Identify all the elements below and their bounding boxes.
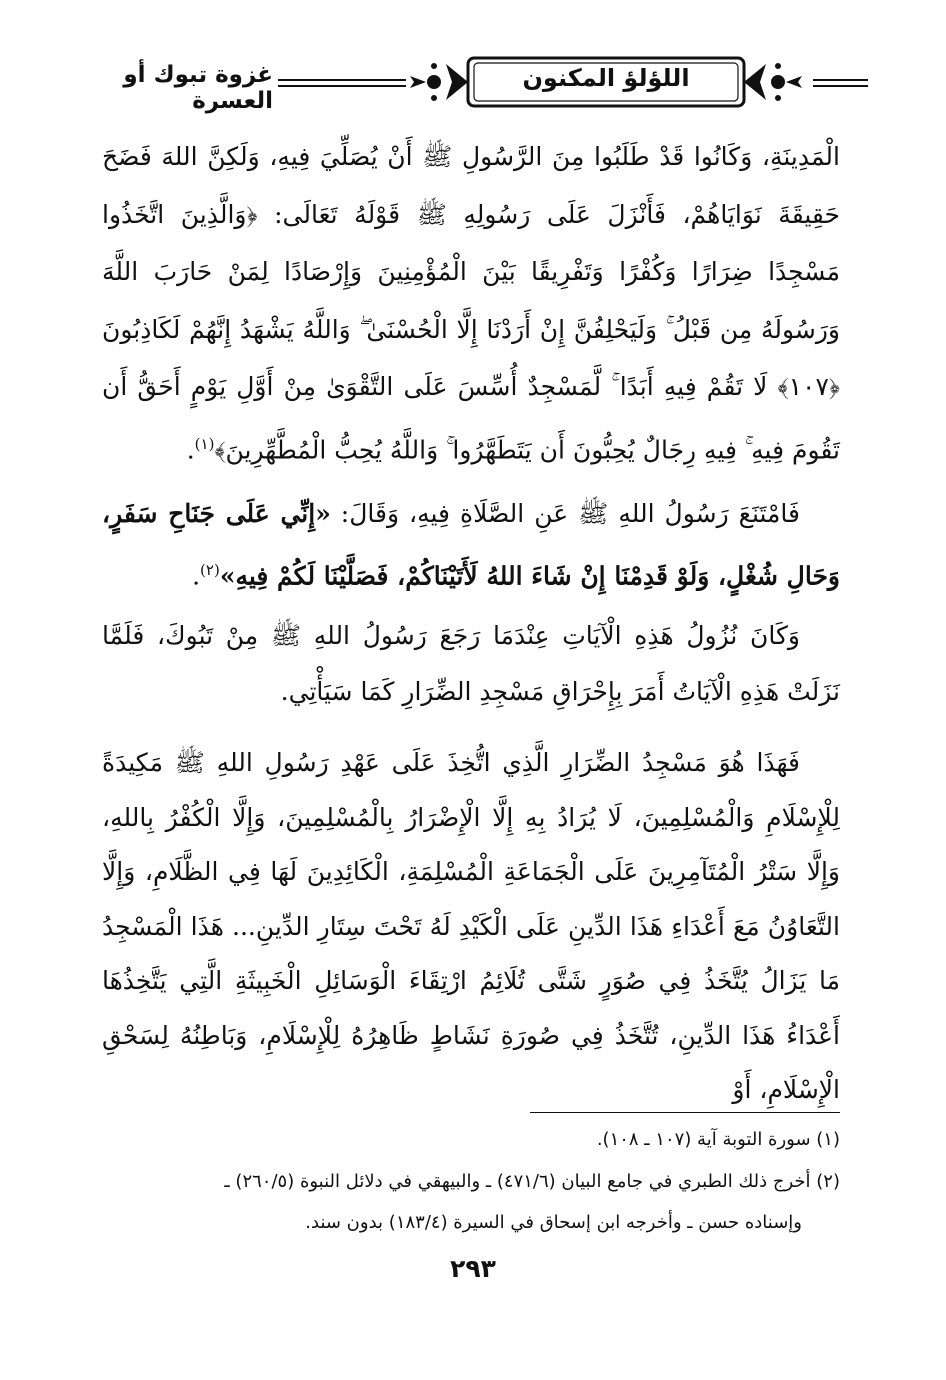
paragraph-2-text: فَامْتَنَعَ رَسُولُ اللهِ ﷺ عَنِ الصَّلَاةِ فِيهِ، وَقَالَ: <box>330 499 800 528</box>
footnote-ref-1: (١) <box>194 434 215 453</box>
footnote-2: (٢) أخرج ذلك الطبري في جامع البيان (٤٧١/٦) ـ والبيهقي في دلائل النبوة (٢٦٠/٥) ـ <box>224 1171 840 1192</box>
book-title: اللؤلؤ المكنون <box>522 64 690 92</box>
paragraph-4: فَهَذَا هُوَ مَسْجِدُ الضِّرَارِ الَّذِي اتُّخِذَ عَلَى عَهْدِ رَسُولِ اللهِ ﷺ مَكِيدَةً لِلْإِسْلَامِ وَالْمُسْلِمِينَ، لَا يُرَادُ بِهِ إِلَّا الْإِضْرَارُ بِالْمُسْلِمِينَ، وَإِلَّا الْكُفْرُ بِاللهِ، وَإِلَّا سَتْرُ الْمُتَآمِرِينَ عَلَى الْجَمَاعَةِ الْمُسْلِمَةِ، الْكَائِدِينَ لَهَا فِي الظَّلَامِ، وَإِلَّا التَّعَاوُنُ مَعَ أَعْدَاءِ هَذَا الدِّينِ عَلَى الْكَيْدِ لَهُ تَحْتَ سِتَارِ الدِّينِ... هَذَا الْمَسْجِدُ مَا يَزَالُ يُتَّخَذُ فِي صُوَرٍ شَتَّى تُلَائِمُ ارْتِقَاءَ الْوَسَائِلِ الْخَبِيثَةِ الَّتِي يَتَّخِذُهَا أَعْدَاءُ هَذَا الدِّينِ، تُتَّخَذُ فِي صُورَةِ نَشَاطٍ ظَاهِرُهُ لِلْإِسْلَامِ، وَبَاطِنُهُ لِسَحْقِ الْإِسْلَامِ، أَوْ <box>102 748 840 1104</box>
paragraph-2: فَامْتَنَعَ رَسُولُ اللهِ ﷺ عَنِ الصَّلَاةِ فِيهِ، وَقَالَ: «إِنِّي عَلَى جَنَاحِ سَفَرٍ، وَحَالِ شُغْلٍ، وَلَوْ قَدِمْنَا إِنْ شَاءَ اللهُ لَأَتَيْنَاكُمْ، فَصَلَّيْنَا لَكُمْ فِيهِ»$^{(٢)}$. <box>102 499 840 591</box>
chapter-title: غزوة تبوك أو العسرة <box>123 62 273 114</box>
page-number: ٢٩٣ <box>450 1254 496 1283</box>
footnote-divider <box>530 1112 840 1113</box>
paragraph-1: الْمَدِينَةِ، وَكَانُوا قَدْ طَلَبُوا مِنَ الرَّسُولِ ﷺ أَنْ يُصَلِّيَ فِيهِ، وَلَكِنَّ اللهَ فَضَحَ حَقِيقَةَ نَوَايَاهُمْ، فَأَنْزَلَ عَلَى رَسُولِهِ ﷺ قَوْلَهُ تَعَالَى: ﴿وَالَّذِينَ اتَّخَذُوا مَسْجِدًا ضِرَارًا وَكُفْرًا وَتَفْرِيقًا بَيْنَ الْمُؤْمِنِينَ وَإِرْصَادًا لِمَنْ حَارَبَ اللَّهَ وَرَسُولَهُ مِن قَبْلُ ۚ وَلَيَحْلِفُنَّ إِنْ أَرَدْنَا إِلَّا الْحُسْنَىٰ ۖ وَاللَّهُ يَشْهَدُ إِنَّهُمْ لَكَاذِبُونَ ﴿١٠٧﴾ لَا تَقُمْ فِيهِ أَبَدًا ۚ لَّمَسْجِدٌ أُسِّسَ عَلَى التَّقْوَىٰ مِنْ أَوَّلِ يَوْمٍ أَحَقُّ أَن تَقُومَ فِيهِ ۚ فِيهِ رِجَالٌ يُحِبُّونَ أَن يَتَطَهَّرُوا ۚ وَاللَّهُ يُحِبُّ الْمُطَّهِّرِينَ﴾$^{(١)}$. <box>102 142 840 464</box>
paragraph-3: وَكَانَ نُزُولُ هَذِهِ الْآيَاتِ عِنْدَمَا رَجَعَ رَسُولُ اللهِ ﷺ مِنْ تَبُوكَ، فَلَمَّا نَزَلَتْ هَذِهِ الْآيَاتُ أَمَرَ بِإِحْرَاقِ مَسْجِدِ الضِّرَارِ كَمَا سَيَأْتِي. <box>102 621 840 706</box>
footnote-1: (١) سورة التوبة آية (١٠٧ ـ ١٠٨). <box>596 1129 840 1150</box>
hadith-quote: «إِنِّي عَلَى جَنَاحِ سَفَرٍ، وَحَالِ شُغْلٍ، وَلَوْ قَدِمْنَا إِنْ شَاءَ اللهُ لَأَتَيْنَاكُمْ، فَصَلَّيْنَا لَكُمْ فِيهِ» <box>102 499 840 591</box>
footnote-2-continuation: وإسناده حسن ـ وأخرجه ابن إسحاق في السيرة (١٨٣/٤) بدون سند. <box>305 1212 802 1233</box>
running-header <box>78 46 868 116</box>
header-rule-right <box>813 79 868 87</box>
footnote-ref-2: (٢) <box>200 561 220 579</box>
title-cartouche <box>406 54 806 110</box>
paragraph-1-text: الْمَدِينَةِ، وَكَانُوا قَدْ طَلَبُوا مِنَ الرَّسُولِ ﷺ أَنْ يُصَلِّيَ فِيهِ، وَلَكِنَّ اللهَ فَضَحَ حَقِيقَةَ نَوَايَاهُمْ، فَأَنْزَلَ عَلَى رَسُولِهِ ﷺ قَوْلَهُ تَعَالَى: ﴿وَالَّذِينَ اتَّخَذُوا مَسْجِدًا ضِرَارًا وَكُفْرًا وَتَفْرِيقًا بَيْنَ الْمُؤْمِنِينَ وَإِرْصَادًا لِمَنْ حَارَبَ اللَّهَ وَرَسُولَهُ مِن قَبْلُ ۚ وَلَيَحْلِفُنَّ إِنْ أَرَدْنَا إِلَّا الْحُسْنَىٰ ۖ وَاللَّهُ يَشْهَدُ إِنَّهُمْ لَكَاذِبُونَ ﴿١٠٧﴾ لَا تَقُمْ فِيهِ أَبَدًا ۚ لَّمَسْجِدٌ أُسِّسَ عَلَى التَّقْوَىٰ مِنْ أَوَّلِ يَوْمٍ أَحَقُّ أَن تَقُومَ فِيهِ ۚ فِيهِ رِجَالٌ يُحِبُّونَ أَن يَتَطَهَّرُوا ۚ وَاللَّهُ يُحِبُّ الْمُطَّهِّرِينَ﴾ <box>102 142 840 464</box>
header-rule-left <box>278 79 406 87</box>
